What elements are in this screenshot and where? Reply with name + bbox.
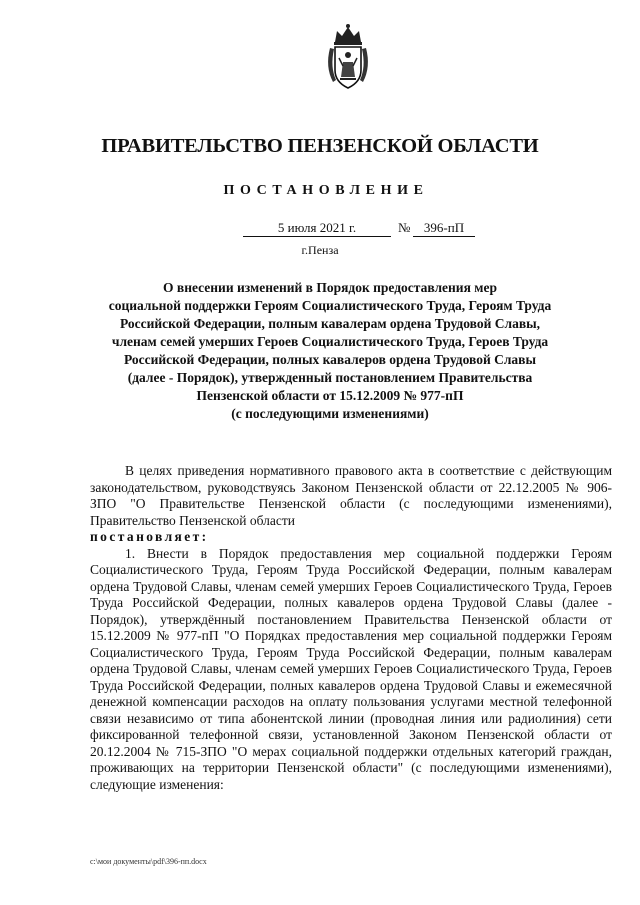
document-title bbox=[90, 279, 570, 423]
title-line: членам семей умерших Героев Социалистического Труда, Героев Труда bbox=[111, 334, 549, 349]
number-sign: № bbox=[398, 220, 411, 235]
city: г.Пенза bbox=[301, 243, 339, 257]
number-underline bbox=[413, 236, 475, 237]
penza-coat-of-arms-icon bbox=[323, 22, 373, 92]
document-date: 5 июля 2021 г. bbox=[277, 220, 357, 235]
title-line: Российской Федерации, полных кавалеров ордена Трудовой Славы bbox=[123, 352, 537, 367]
title-line: О внесении изменений в Порядок предоставления мер bbox=[163, 280, 497, 295]
title-line: Российской Федерации, полным кавалерам ордена Трудовой Славы, bbox=[119, 316, 541, 331]
date-number-line bbox=[0, 220, 640, 240]
document-number: 396-пП bbox=[423, 220, 465, 235]
date-underline bbox=[243, 236, 391, 237]
organization-name: ПРАВИТЕЛЬСТВО ПЕНЗЕНСКОЙ ОБЛАСТИ bbox=[101, 135, 539, 157]
item-1-paragraph: 1. Внести в Порядок предоставления мер социальной поддержки Героям Социалистического Труда, Героям Труда Российской Федерации, полным кавалерам ордена Трудовой Славы, членам семей умерших Героев Социалистического Труда, Героев Труда Российской Федерации, полных кавалеров ордена Трудовой Славы (далее - Порядок), утверждённый постановлением Правительства Пензенской области от 15.12.2009 № 977-пП "О Порядках предоставления мер социальной поддержки Героям Социалистического Труда, Героям Труда Российской Федерации, полным кавалерам ордена Трудовой Славы, членам семей умерших Героев Социалистического Труда, Героев Труда Российской Федерации, полных кавалеров ордена Трудовой Славы и ежемесячной денежной компенсации расходов на оплату пользования услугами местной телефонной связи независимо от типа абонентской линии (проводная линия или радиолиния) сети фиксированной телефонной связи, установленной Законом Пензенской области от 20.12.2004 № 715-ЗПО "О мерах социальной поддержки отдельных категорий граждан, проживающих на территории Пензенской области" (с последующими изменениями), следующие изменения: bbox=[90, 545, 612, 792]
title-line: социальной поддержки Героям Социалистического Труда, Героям Труда bbox=[108, 298, 552, 313]
title-line: (далее - Порядок), утвержденный постановлением Правительства bbox=[127, 370, 533, 385]
file-path-footer: c:\мои документы\pdf\396-пп.docx bbox=[90, 857, 207, 866]
document-type: ПОСТАНОВЛЕНИЕ bbox=[223, 183, 429, 198]
decree-word: постановляет: bbox=[90, 529, 209, 544]
preamble-paragraph: В целях приведения нормативного правового акта в соответствие с действующим законодательством, руководствуясь Законом Пензенской области от 22.12.2005 № 906-ЗПО "О Правительстве Пензенской области (с последующими изменениями), Правительство Пензенской области bbox=[90, 463, 612, 528]
title-line: (с последующими изменениями) bbox=[231, 406, 429, 421]
document-body bbox=[90, 463, 612, 793]
title-line: Пензенской области от 15.12.2009 № 977-пП bbox=[196, 388, 464, 403]
